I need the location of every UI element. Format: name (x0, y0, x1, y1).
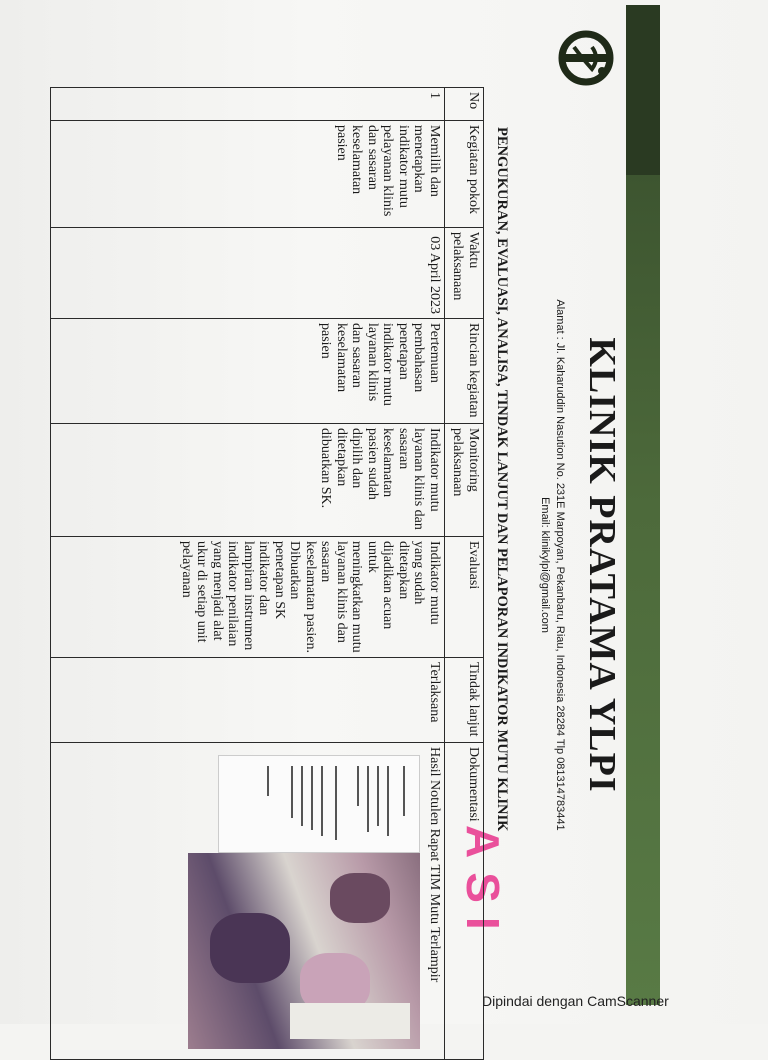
cell-kegiatan: Memilih dan menetapkan indikator mutu pelayanan klinis dan sasaran keselamatan pasien (51, 121, 445, 228)
meeting-photo (189, 853, 421, 1049)
clinic-logo (552, 23, 622, 93)
clinic-name: KLINIK PRATAMA YLPI (581, 337, 623, 793)
document-title: PENGUKURAN, EVALUASI, ANALISA, TINDAK LANJUT DAN PELAPORAN INDIKATOR MUTU KLINIK (494, 127, 510, 832)
header-no: No (445, 88, 484, 121)
letterhead-band (626, 5, 660, 1005)
camscanner-watermark: Dipindai dengan CamScanner (482, 993, 669, 1009)
header-dokumentasi: Dokumentasi (445, 743, 484, 1060)
clinic-address: Alamat : Jl. Kaharuddin Nasution No. 231E Marpoyan, Pekanbaru, Riau, Indonesia 28284 Tlp 081314783441 (554, 299, 566, 831)
cell-dokumentasi (51, 743, 445, 1060)
cell-rincian: Pertemuan pembahasan penetapan indikator mutu layanan klinis dan sasaran keselamatan pasien (51, 319, 445, 424)
header-monitoring: Monitoring pelaksanaan (445, 424, 484, 537)
dokumentasi-caption: Hasil Notulen Rapat TIM Mutu Terlampir (427, 747, 442, 983)
header-evaluasi: Evaluasi (445, 537, 484, 658)
header-waktu: Waktu pelaksanaan (445, 228, 484, 319)
cell-monitoring: Indikator mutu layanan klinis dan sasaran keselamatan pasien sudah dipilih dan ditetapkan dibuatkan SK. (51, 424, 445, 537)
header-rincian: Rincian kegiatan (445, 319, 484, 424)
header-kegiatan: Kegiatan pokok (445, 121, 484, 228)
table-row (51, 88, 445, 1060)
header-tindak: Tindak lanjut (445, 658, 484, 743)
cell-evaluasi: Indikator mutu yang sudah ditetapkan dijadikan acuan untuk meningkatkan mutu layanan klinis dan sasaran keselamatan pasien. Dibuatkan penetapan SK indikator dan lampiran instrumen indikator penilaian yang menjadi alat ukur di setiap unit pelayanan (51, 537, 445, 658)
rotated-document-page (20, 5, 660, 1005)
cell-waktu: 03 April 2023 (51, 228, 445, 319)
table-header-row (445, 88, 484, 1060)
pink-stamp: ASI (457, 825, 509, 944)
cell-tindak: Terlaksana (51, 658, 445, 743)
notulen-thumbnail (219, 755, 421, 853)
clinic-email: Email: klinikylpi@gmail.com (539, 497, 551, 633)
cell-no: 1 (51, 88, 445, 121)
indicator-table (50, 87, 484, 1060)
